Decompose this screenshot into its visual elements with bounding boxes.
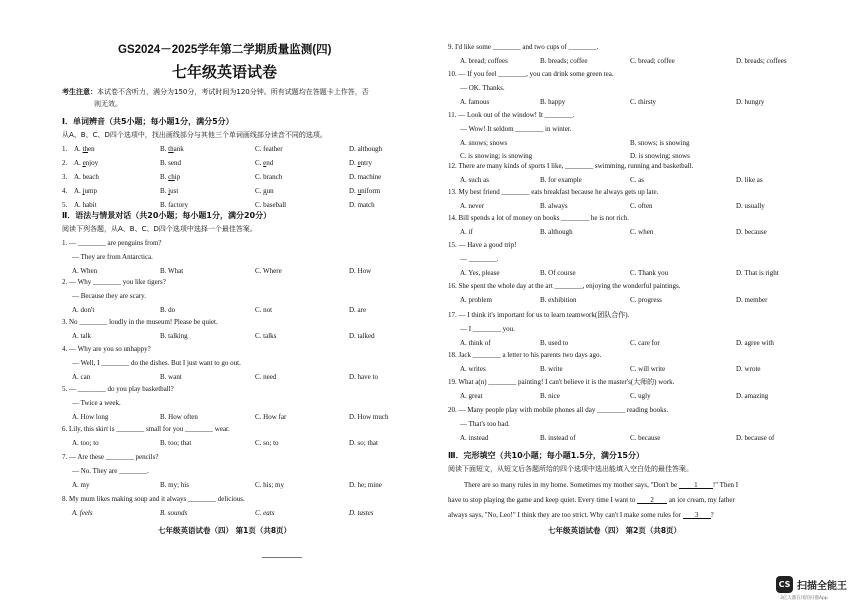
answer-option[interactable]: A. never (460, 202, 485, 210)
sound-item-number: 2. (62, 159, 68, 167)
answer-option[interactable]: B. sounds (160, 509, 188, 517)
sound-option[interactable]: A. beach (74, 173, 99, 181)
answer-option[interactable]: D. because of (736, 434, 775, 442)
answer-option[interactable]: C. his; my (255, 481, 284, 489)
answer-option[interactable]: A. don't (72, 306, 95, 314)
question-stem: 19. What a(n) ________ painting! I can't believe it is the master's(大师的) work. (448, 378, 675, 386)
answer-option[interactable]: B. happy (540, 98, 566, 106)
answer-option[interactable]: B. Of course (540, 269, 576, 277)
notice-label: 考生注意： (62, 88, 97, 96)
question-stem: 14. Bill spends a lot of money on books ________ he is not rich. (448, 214, 630, 222)
question-stem: 18. Jack ________ a letter to his parents two days ago. (448, 351, 602, 359)
answer-option[interactable]: D. wrote (736, 365, 761, 373)
question-reply: — Well, I ________ do the dishes. But I just want to go out. (72, 359, 241, 367)
answer-option[interactable]: C. is snowing; is snowing (460, 152, 533, 160)
sound-option[interactable]: D. entry (349, 159, 372, 167)
answer-option[interactable]: A. How long (72, 413, 109, 421)
question-stem: 2. — Why ________ you like tigers? (62, 278, 166, 286)
answer-option[interactable]: B. snows; is snowing (630, 139, 690, 147)
answer-option[interactable]: C. so; to (255, 439, 279, 447)
question-stem: 12. There are many kinds of sports I like, ________ swimming, running and basketball. (448, 162, 694, 170)
exam-page-2 (430, 0, 860, 608)
question-reply: — Twice a week. (72, 399, 121, 407)
answer-option[interactable]: C. because (630, 434, 661, 442)
answer-option[interactable]: D. How much (349, 413, 389, 421)
answer-option[interactable]: B. for example (540, 176, 582, 184)
sound-option[interactable]: C. baseball (255, 201, 287, 209)
answer-option[interactable]: C. talks (255, 332, 277, 340)
question-stem: 3. No ________ loudly in the museum! Please be quiet. (62, 318, 218, 326)
passage-line-2: have to stop playing the game and keep quiet. Every time I want to 2 an ice cream, my father (448, 496, 735, 504)
answer-option[interactable]: D. have to (349, 373, 378, 381)
answer-option[interactable]: D. hungry (736, 98, 765, 106)
section1-heading: Ⅰ．单词辨音（共5小题；每小题1分，满分5分） (62, 117, 234, 126)
question-stem: 8. My mum likes making soup and it always ________ delicious. (62, 495, 245, 503)
answer-option[interactable]: A. bread; coffees (460, 57, 508, 65)
section3-heading: Ⅲ．完形填空（共10小题；每小题1.5分，满分15分） (448, 451, 644, 460)
answer-option[interactable]: A. writes (460, 365, 486, 373)
camscanner-logo-icon: CS (776, 576, 793, 593)
answer-option[interactable]: A. such as (460, 176, 489, 184)
question-stem: 7. — Are these ________ pencils? (62, 453, 159, 461)
answer-option[interactable]: A. if (460, 228, 473, 236)
answer-option[interactable]: C. care for (630, 339, 660, 347)
sound-option[interactable]: A. jump (74, 187, 97, 195)
answer-option[interactable]: C. when (630, 228, 654, 236)
passage-line-3: always says, "No, Leo!" I think they are too strict. Why can't I make some rules for 3 ? (448, 511, 714, 519)
answer-option[interactable]: A. When (72, 267, 98, 275)
question-reply: — That's too bad. (460, 420, 510, 428)
answer-option[interactable]: D. How (349, 267, 372, 275)
blank-1[interactable]: 1 (679, 481, 713, 489)
question-stem: 6. Lily, this skirt is ________ small for you ________ wear. (62, 425, 230, 433)
answer-option[interactable]: A. can (72, 373, 91, 381)
answer-option[interactable]: D. like as (736, 176, 763, 184)
exam-title: GS2024－2025学年第二学期质量监测(四) (118, 44, 332, 56)
scanner-name: 扫描全能王 (797, 581, 847, 592)
answer-option[interactable]: B. talking (160, 332, 188, 340)
notice-text-2: 则无效。 (94, 100, 122, 108)
sound-option[interactable]: B. thank (160, 145, 184, 153)
answer-option[interactable]: B. How often (160, 413, 198, 421)
answer-option[interactable]: A. my (72, 481, 90, 489)
question-reply: — OK. Thanks. (460, 84, 505, 92)
answer-option[interactable]: B. exhibition (540, 296, 577, 304)
answer-option[interactable]: A. think of (460, 339, 491, 347)
answer-option[interactable]: B. write (540, 365, 563, 373)
scanner-watermark (776, 574, 858, 604)
question-stem: 10. — If you feel ________, you can drink some green tea. (448, 70, 614, 78)
answer-option[interactable]: D. amazing (736, 392, 769, 400)
answer-option[interactable]: C. bread; coffee (630, 57, 675, 65)
answer-option[interactable]: A. Yes, please (460, 269, 500, 277)
answer-option[interactable]: C. will write (630, 365, 666, 373)
sound-item-number: 5. (62, 201, 68, 209)
answer-option[interactable]: D. breads; coffees (736, 57, 787, 65)
answer-option[interactable]: A. talk (72, 332, 92, 340)
question-reply: — Because they are scary. (72, 292, 146, 300)
answer-option[interactable]: C. Thank you (630, 269, 669, 277)
answer-option[interactable]: C. as (630, 176, 644, 184)
sound-option[interactable]: C. branch (255, 173, 283, 181)
section3-instruction: 阅读下面短文，从短文后各题所给的四个选项中选出能填入空白处的最佳答案。 (448, 465, 693, 473)
paper-subtitle: 七年级英语试卷 (172, 63, 278, 81)
answer-option[interactable]: A. problem (460, 296, 492, 304)
answer-option[interactable]: A. instead (460, 434, 489, 442)
answer-option[interactable]: C. thirsty (630, 98, 657, 106)
scanner-tagline: 3亿人都在用的扫描App (780, 596, 828, 601)
notice (62, 87, 369, 98)
answer-option[interactable]: A. great (460, 392, 483, 400)
signature-line (262, 557, 302, 558)
sound-option[interactable]: C. end (255, 159, 274, 167)
question-stem: 11. — Look out of the window! It ________. (448, 111, 575, 119)
answer-option[interactable]: C. How far (255, 413, 287, 421)
answer-option[interactable]: A. feels (72, 509, 93, 517)
answer-option[interactable]: D. because (736, 228, 767, 236)
answer-option[interactable]: D. member (736, 296, 768, 304)
sound-item-number: 4. (62, 187, 68, 195)
answer-option[interactable]: B. my; his (160, 481, 189, 489)
sound-option[interactable]: D. machine (349, 173, 382, 181)
notice-text: 本试卷不含听力，满分为150分，考试时间为120分钟。所有试题均在答题卡上作答，否 (97, 88, 369, 96)
answer-option[interactable]: D. agree with (736, 339, 774, 347)
answer-option[interactable]: A. too; to (72, 439, 99, 447)
question-reply: — No. They are ________. (72, 467, 149, 475)
question-reply: — I ________ you. (460, 325, 515, 333)
question-reply: — They are from Antarctica. (72, 253, 153, 261)
answer-option[interactable]: B. want (160, 373, 182, 381)
sound-option[interactable]: B. send (160, 159, 182, 167)
answer-option[interactable]: C. not (255, 306, 273, 314)
answer-option[interactable]: B. What (160, 267, 184, 275)
answer-option[interactable]: C. often (630, 202, 653, 210)
sound-option[interactable]: A. then (74, 145, 95, 153)
answer-option[interactable]: D. usually (736, 202, 765, 210)
sound-option[interactable]: B. factory (160, 201, 188, 209)
question-stem: 1. — ________ are penguins from? (62, 239, 162, 247)
answer-option[interactable]: B. although (540, 228, 573, 236)
sound-option[interactable]: A. enjoy (74, 159, 99, 167)
answer-option[interactable]: D. are (349, 306, 367, 314)
answer-option[interactable]: D. so; that (349, 439, 378, 447)
passage-line-1: There are so many rules in my home. Sometimes my mother says, "Don't be 1 !" Then I (464, 481, 739, 489)
section1-instruction: 从A、B、C、D四个选项中，找出画线部分与其他三个单词画线部分读音不同的选项。 (62, 131, 327, 139)
answer-option[interactable]: B. always (540, 202, 568, 210)
answer-option[interactable]: C. need (255, 373, 277, 381)
answer-option[interactable]: B. do (160, 306, 176, 314)
sound-option[interactable]: B. just (160, 187, 179, 195)
answer-option[interactable]: A. famous (460, 98, 490, 106)
answer-option[interactable]: C. progress (630, 296, 662, 304)
sound-option[interactable]: B. chip (160, 173, 181, 181)
section2-instruction: 阅读下列各题，从A、B、C、D四个选项中选择一个最佳答案。 (62, 225, 257, 233)
sound-option[interactable]: D. uniform (349, 187, 381, 195)
answer-option[interactable]: B. too; that (160, 439, 192, 447)
question-stem: 15. — Have a good trip! (448, 241, 517, 249)
sound-item-number: 1. (62, 145, 68, 153)
question-reply: — ________. (460, 255, 499, 263)
page-footer-2: 七年级英语试卷（四） 第2页（共8页） (548, 526, 682, 535)
answer-option[interactable]: D. he; mine (349, 481, 382, 489)
question-stem: 17. — I think it's important for us to learn teamwork(团队合作). (448, 311, 630, 319)
answer-option[interactable]: C. eats (255, 509, 275, 517)
answer-option[interactable]: B. nice (540, 392, 560, 400)
sound-option[interactable]: D. match (349, 201, 375, 209)
sound-option[interactable]: D. although (349, 145, 383, 153)
answer-option[interactable]: D. That is right (736, 269, 779, 277)
sound-option[interactable]: C. feather (255, 145, 283, 153)
answer-option[interactable]: B. used to (540, 339, 569, 347)
sound-item-number: 3. (62, 173, 68, 181)
answer-option[interactable]: D. talked (349, 332, 375, 340)
answer-option[interactable]: B. breads; coffee (540, 57, 588, 65)
question-stem: 5. — ________ do you play basketball? (62, 385, 174, 393)
blank-3[interactable]: 3 (683, 511, 711, 519)
question-stem: 16. She spent the whole day at the art ________, enjoying the wonderful paintings. (448, 282, 681, 290)
answer-option[interactable]: B. instead of (540, 434, 576, 442)
answer-option[interactable]: D. tastes (349, 509, 374, 517)
blank-2[interactable]: 2 (637, 496, 667, 504)
sound-option[interactable]: C. gun (255, 187, 274, 195)
section2-heading: Ⅱ．语法与情景对话（共20小题；每小题1分，满分20分） (62, 211, 272, 220)
answer-option[interactable]: D. is snowing; snows (630, 152, 690, 160)
answer-option[interactable]: C. Where (255, 267, 282, 275)
question-stem: 9. I'd like some ________ and two cups of ________. (448, 43, 599, 51)
question-stem: 20. — Many people play with mobile phones all day ________ reading books. (448, 406, 669, 414)
question-reply: — Wow! It seldom ________ in winter. (460, 125, 572, 133)
page-footer-1: 七年级英语试卷（四） 第1页（共8页） (158, 526, 292, 535)
answer-option[interactable]: A. snows; snows (460, 139, 508, 147)
question-stem: 4. — Why are you so unhappy? (62, 345, 151, 353)
answer-option[interactable]: C. ugly (630, 392, 651, 400)
sound-option[interactable]: A. habit (74, 201, 97, 209)
question-stem: 13. My best friend ________ eats breakfast because he always gets up late. (448, 188, 659, 196)
